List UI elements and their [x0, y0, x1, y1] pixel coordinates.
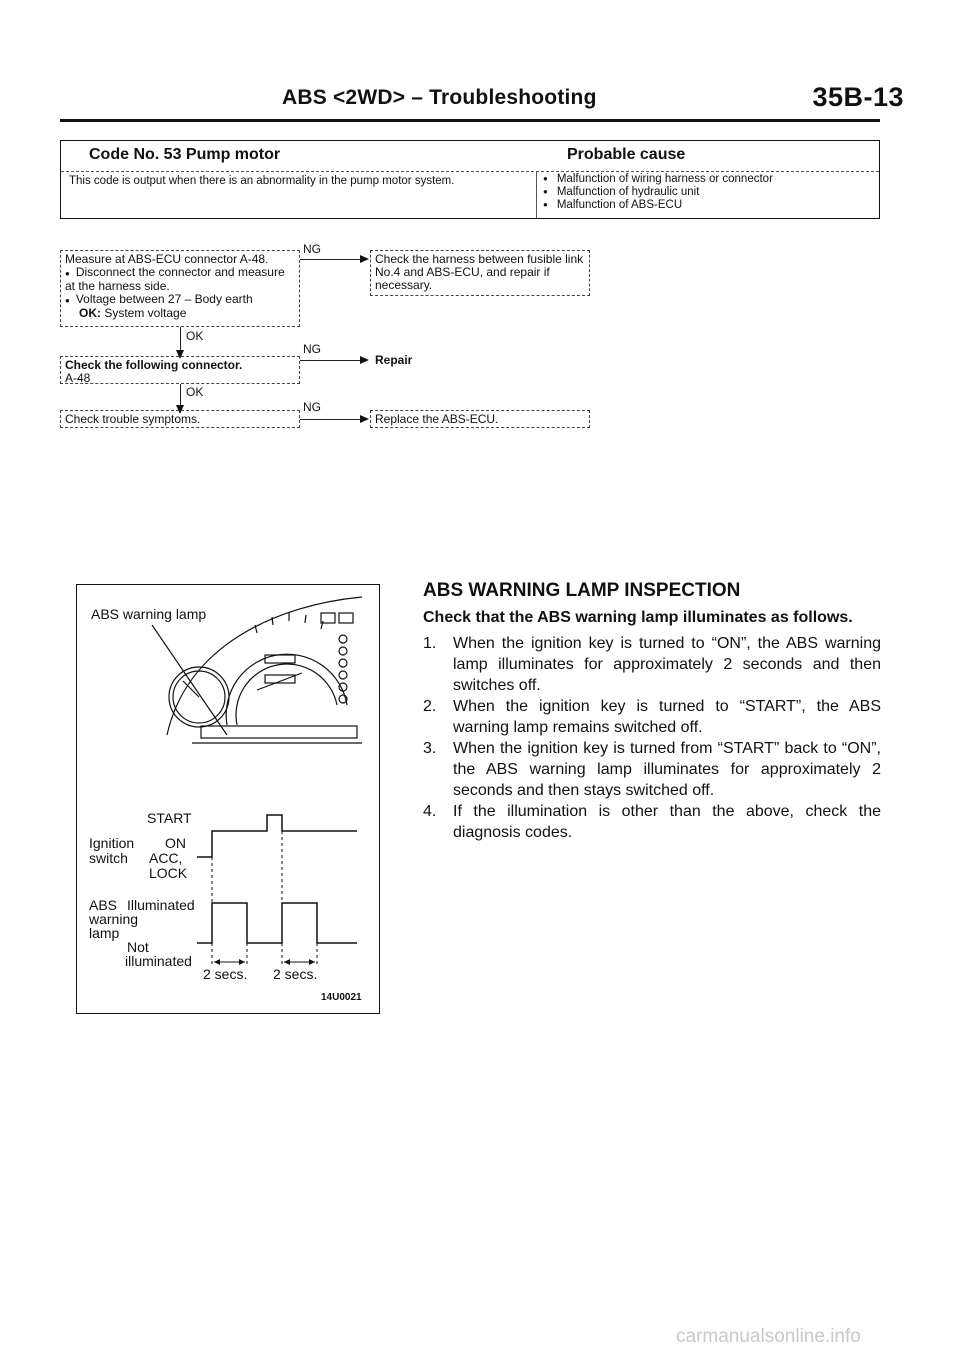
code-table [60, 140, 880, 219]
duration-label-2: 2 secs. [273, 966, 318, 982]
ignition-label: Ignition [89, 835, 135, 851]
cause-item: ● Malfunction of wiring harness or connector [543, 173, 773, 186]
flow-step-measure [60, 250, 300, 327]
cause-list [543, 173, 773, 212]
code-description: This code is output when there is an abnormality in the pump motor system. [69, 175, 455, 187]
acc-label: ACC, [149, 850, 183, 866]
abs-label: ABS [89, 897, 118, 913]
ng-label: NG [303, 242, 321, 256]
page-title: ABS <2WD> – Troubleshooting [282, 86, 597, 109]
ok-value: System voltage [104, 306, 187, 320]
flow-bullet: ● Disconnect the connector and measure at the harness side. [65, 266, 295, 293]
flow-step-symptoms: Check trouble symptoms. [60, 410, 300, 428]
flow-result-harness: Check the harness between fusible link No.4 and ABS-ECU, and repair if necessary. [370, 250, 590, 296]
duration-label-1: 2 secs. [203, 966, 248, 982]
table-divider [61, 171, 879, 172]
inspection-step: 3. When the ignition key is turned from “START” back to “ON”, the ABS warning lamp illuminates for approximately 2 seconds and then stays switched off. [423, 740, 881, 799]
abs-warning-lamp-label: ABS warning lamp [91, 606, 207, 622]
ng-connector [300, 259, 362, 260]
ok-label: OK [186, 329, 204, 343]
header-rule [60, 119, 880, 122]
lamp-label: lamp [89, 925, 120, 941]
page-code: 35B-13 [812, 82, 904, 112]
arrow-right-icon [360, 415, 369, 423]
table-column-divider [536, 171, 537, 218]
flow-step-connector-sub: A-48 [65, 371, 91, 385]
on-label: ON [165, 835, 186, 851]
warning-lamp-figure [76, 584, 380, 1014]
ng-label: NG [303, 400, 321, 414]
arrow-right-icon [360, 255, 369, 263]
switch-label: switch [89, 850, 128, 866]
watermark: carmanualsonline.info [676, 1326, 861, 1347]
not-label: Not [127, 939, 149, 955]
inspection-step: 2. When the ignition key is turned to “START”, the ABS warning lamp remains switched off. [423, 698, 881, 736]
flow-step-connector-title: Check the following connector. [65, 358, 243, 372]
ng-connector [300, 419, 362, 420]
figure-id: 14U0021 [321, 992, 362, 1003]
flow-bullet: ● Voltage between 27 – Body earth [65, 293, 295, 307]
ng-connector [300, 360, 362, 361]
start-label: START [147, 810, 192, 826]
inspection-lead: Check that the ABS warning lamp illuminates as follows. [423, 609, 853, 626]
illuminated-label: Illuminated [127, 897, 195, 913]
warning-label: warning [89, 911, 139, 927]
flow-step-connector [60, 356, 300, 384]
inspection-step: 4. If the illumination is other than the above, check the diagnosis codes. [423, 803, 881, 841]
lock-label: LOCK [149, 865, 188, 881]
cause-item: ● Malfunction of hydraulic unit [543, 186, 773, 199]
flow-result-repair: Repair [375, 353, 413, 367]
flow-step-measure-heading: Measure at ABS-ECU connector A-48. [65, 252, 269, 266]
ok-key: OK: [79, 306, 101, 320]
instrument-cluster-illustration [77, 585, 381, 1015]
ok-label: OK [186, 385, 204, 399]
inspection-steps [423, 633, 881, 843]
probable-cause-heading: Probable cause [567, 146, 686, 163]
code-title: Code No. 53 Pump motor [89, 146, 281, 163]
inspection-title: ABS WARNING LAMP INSPECTION [423, 580, 741, 601]
not-illuminated-label: illuminated [125, 953, 192, 969]
flow-result-replace: Replace the ABS-ECU. [370, 410, 590, 428]
cause-item: ● Malfunction of ABS-ECU [543, 199, 773, 212]
arrow-right-icon [360, 356, 369, 364]
inspection-step: 1. When the ignition key is turned to “ON”, the ABS warning lamp illuminates for approximately 2 seconds and then switches off. [423, 635, 881, 694]
ng-label: NG [303, 342, 321, 356]
